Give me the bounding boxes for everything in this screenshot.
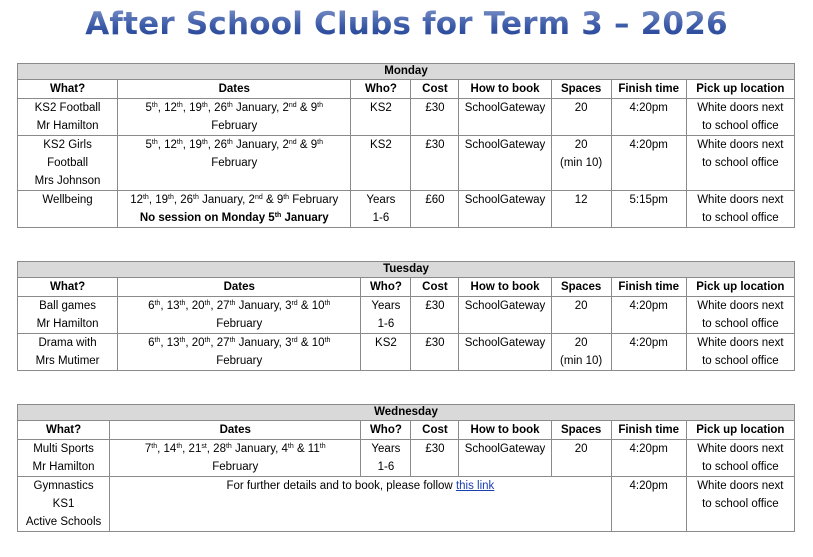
- club-name: KS2 Girls Football Mrs Johnson: [18, 136, 118, 191]
- col-dates: Dates: [110, 421, 361, 440]
- col-how: How to book: [459, 421, 551, 440]
- club-booking: SchoolGateway: [459, 334, 551, 371]
- col-finish: Finish time: [611, 80, 686, 99]
- club-name: Drama with Mrs Mutimer: [18, 334, 118, 371]
- col-cost: Cost: [411, 278, 459, 297]
- col-what: What?: [18, 80, 118, 99]
- table-row: [18, 136, 795, 191]
- table-row: [18, 297, 795, 334]
- club-cost: £30: [411, 440, 459, 477]
- club-finish: 4:20pm: [611, 477, 686, 532]
- col-dates: Dates: [118, 278, 361, 297]
- club-finish: 4:20pm: [611, 136, 686, 191]
- col-finish: Finish time: [611, 421, 686, 440]
- club-spaces: 20: [551, 297, 611, 334]
- club-dates: 7th, 14th, 21st, 28th January, 4th & 11th February: [110, 440, 361, 477]
- club-pickup: White doors next to school office: [686, 99, 794, 136]
- col-how: How to book: [459, 278, 551, 297]
- club-spaces: 12: [551, 191, 611, 228]
- club-finish: 4:20pm: [611, 334, 686, 371]
- club-finish: 4:20pm: [611, 440, 686, 477]
- monday-table: [17, 63, 795, 228]
- col-how: How to book: [459, 80, 551, 99]
- no-session-note: No session on Monday 5: [139, 212, 275, 224]
- club-who: KS2: [351, 136, 411, 191]
- club-finish: 4:20pm: [611, 99, 686, 136]
- table-row: [18, 334, 795, 371]
- club-who: Years 1-6: [351, 191, 411, 228]
- page-title: After School Clubs for Term 3 – 2026: [0, 6, 813, 42]
- col-spaces: Spaces: [551, 278, 611, 297]
- col-dates: Dates: [118, 80, 351, 99]
- club-name: Multi Sports Mr Hamilton: [18, 440, 110, 477]
- col-cost: Cost: [411, 80, 459, 99]
- col-finish: Finish time: [611, 278, 686, 297]
- club-cost: £30: [411, 334, 459, 371]
- table-row: [18, 477, 795, 532]
- club-pickup: White doors next to school office: [686, 334, 794, 371]
- club-name: KS2 Football Mr Hamilton: [18, 99, 118, 136]
- club-booking: SchoolGateway: [459, 136, 551, 191]
- col-pickup: Pick up location: [686, 421, 794, 440]
- col-spaces: Spaces: [551, 421, 611, 440]
- col-pickup: Pick up location: [686, 80, 794, 99]
- col-cost: Cost: [411, 421, 459, 440]
- booking-info: For further details and to book, please follow this link: [110, 477, 612, 532]
- day-header-monday: Monday: [18, 64, 795, 80]
- club-spaces: 20: [551, 440, 611, 477]
- club-who: Years 1-6: [361, 440, 411, 477]
- col-spaces: Spaces: [551, 80, 611, 99]
- club-booking: SchoolGateway: [459, 440, 551, 477]
- club-name: Gymnastics KS1 Active Schools: [18, 477, 110, 532]
- club-pickup: White doors next to school office: [686, 191, 794, 228]
- club-booking: SchoolGateway: [459, 297, 551, 334]
- club-cost: £30: [411, 99, 459, 136]
- table-row: [18, 99, 795, 136]
- wednesday-table: [17, 404, 795, 532]
- col-who: Who?: [361, 278, 411, 297]
- club-who: Years 1-6: [361, 297, 411, 334]
- tuesday-table: [17, 261, 795, 371]
- club-dates: 5th, 12th, 19th, 26th January, 2nd & 9th February: [118, 136, 351, 191]
- col-pickup: Pick up location: [686, 278, 794, 297]
- club-name: Ball games Mr Hamilton: [18, 297, 118, 334]
- club-dates: 5th, 12th, 19th, 26th January, 2nd & 9th February: [118, 99, 351, 136]
- table-row: [18, 440, 795, 477]
- club-dates: 6th, 13th, 20th, 27th January, 3rd & 10th February: [118, 297, 361, 334]
- club-spaces: 20 (min 10): [551, 136, 611, 191]
- col-what: What?: [18, 278, 118, 297]
- club-who: KS2: [351, 99, 411, 136]
- day-header-wednesday: Wednesday: [18, 405, 795, 421]
- club-spaces: 20: [551, 99, 611, 136]
- club-finish: 5:15pm: [611, 191, 686, 228]
- club-spaces: 20 (min 10): [551, 334, 611, 371]
- header-row: [18, 80, 795, 99]
- club-cost: £60: [411, 191, 459, 228]
- table-row: [18, 191, 795, 228]
- booking-link[interactable]: this link: [455, 480, 495, 492]
- header-row: [18, 421, 795, 440]
- day-header-tuesday: Tuesday: [18, 262, 795, 278]
- col-who: Who?: [351, 80, 411, 99]
- club-booking: SchoolGateway: [459, 99, 551, 136]
- club-dates: 6th, 13th, 20th, 27th January, 3rd & 10th February: [118, 334, 361, 371]
- club-booking: SchoolGateway: [459, 191, 551, 228]
- club-pickup: White doors next to school office: [686, 136, 794, 191]
- club-finish: 4:20pm: [611, 297, 686, 334]
- club-pickup: White doors next to school office: [686, 477, 794, 532]
- club-name: Wellbeing: [18, 191, 118, 228]
- col-what: What?: [18, 421, 110, 440]
- club-pickup: White doors next to school office: [686, 297, 794, 334]
- col-who: Who?: [361, 421, 411, 440]
- club-cost: £30: [411, 136, 459, 191]
- club-cost: £30: [411, 297, 459, 334]
- header-row: [18, 278, 795, 297]
- club-who: KS2: [361, 334, 411, 371]
- club-dates: 12th, 19th, 26th January, 2nd & 9th February No session on Monday 5th January: [118, 191, 351, 228]
- club-pickup: White doors next to school office: [686, 440, 794, 477]
